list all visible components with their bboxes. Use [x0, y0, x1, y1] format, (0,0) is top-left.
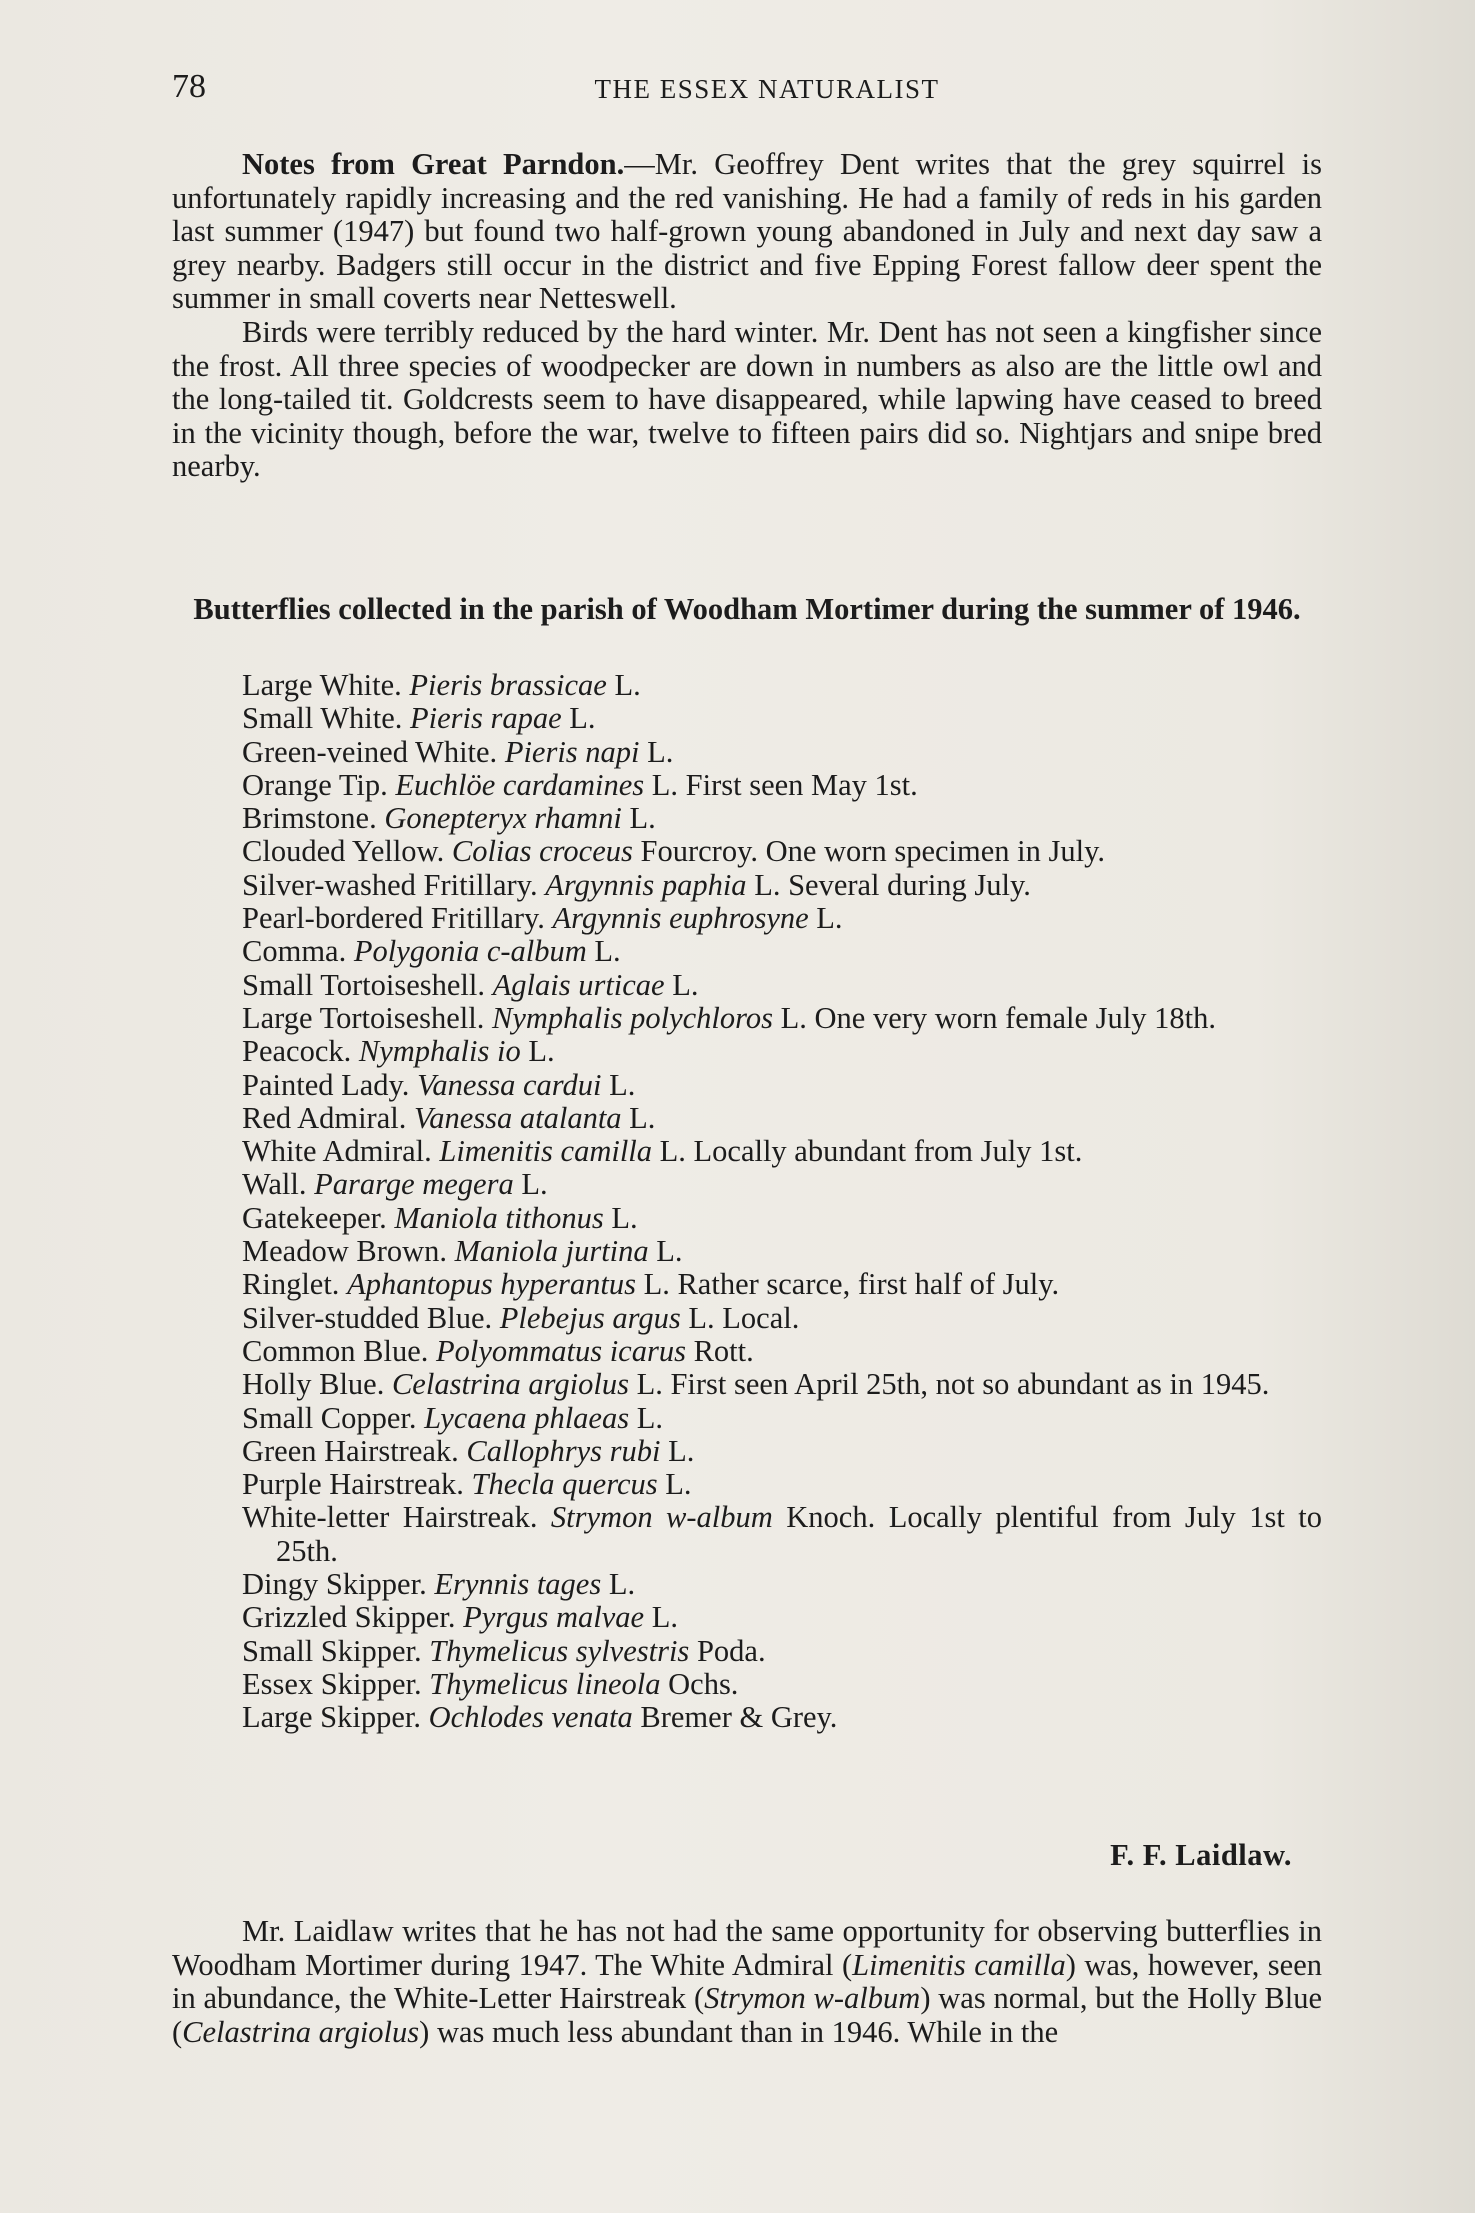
butterfly-latin-name: Pyrgus malvae [463, 1600, 645, 1635]
page-number: 78 [172, 68, 206, 105]
butterfly-authority: L. [528, 1034, 555, 1069]
butterfly-authority: L. [688, 1300, 715, 1335]
butterfly-note: Rather scarce, first half of July. [677, 1267, 1060, 1302]
butterfly-authority: L. [668, 1433, 695, 1468]
butterfly-latin-name: Callophrys rubi [466, 1433, 661, 1468]
butterfly-common-name: Small White. [242, 701, 403, 736]
butterfly-entry [242, 1601, 1322, 1634]
butterfly-common-name: Holly Blue. [242, 1367, 385, 1402]
butterfly-entry [242, 1668, 1322, 1701]
butterfly-common-name: Green-veined White. [242, 734, 498, 769]
butterfly-authority: L. [656, 1234, 683, 1269]
butterfly-common-name: Grizzled Skipper. [242, 1600, 456, 1635]
butterfly-authority: L. [594, 934, 621, 969]
butterfly-latin-name: Vanessa atalanta [413, 1100, 622, 1135]
butterfly-latin-name: Pararge megera [314, 1167, 514, 1202]
butterfly-entry [242, 1501, 1322, 1568]
butterfly-latin-name: Gonepteryx rhamni [384, 801, 622, 836]
followup-section [172, 1915, 1322, 2049]
butterfly-latin-name: Strymon w-album [550, 1500, 773, 1535]
followup-text-1: Mr. Laidlaw writes that he has not had the same opportunity for observing butterflies in Woodham Mortimer during 1947. The White Admiral ( [172, 1914, 1322, 1982]
butterfly-latin-name: Colias croceus [451, 834, 633, 869]
followup-text-3: ) was normal, but the Holly Blue ( [172, 1981, 1322, 2049]
butterfly-common-name: Large Tortoiseshell. [242, 1000, 485, 1035]
butterfly-authority: L. [614, 668, 641, 702]
butterfly-common-name: Gatekeeper. [242, 1200, 387, 1235]
butterfly-entry [242, 736, 1322, 769]
butterfly-entry [242, 769, 1322, 802]
butterfly-latin-name: Thymelicus sylvestris [429, 1633, 690, 1668]
butterfly-authority: L. [521, 1167, 548, 1202]
butterfly-authority: L. [651, 767, 679, 802]
butterfly-common-name: White-letter Hairstreak. [242, 1500, 538, 1535]
butterfly-entry [242, 969, 1322, 1002]
butterfly-note: First seen April 25th, not so abundant as in 1945. [670, 1367, 1270, 1402]
butterfly-entry [242, 902, 1322, 935]
butterfly-common-name: Brimstone. [242, 801, 377, 836]
butterfly-entry [242, 702, 1322, 735]
butterfly-entry [242, 1135, 1322, 1168]
butterfly-authority: L. [659, 1134, 686, 1169]
butterfly-latin-name: Argynnis paphia [545, 867, 747, 902]
butterfly-entry [242, 1635, 1322, 1668]
butterfly-entry [242, 1102, 1322, 1135]
butterfly-latin-name: Nymphalis polychloros [492, 1000, 773, 1035]
butterfly-entry [242, 1168, 1322, 1201]
butterfly-note: One very worn female July 18th. [814, 1000, 1216, 1035]
butterfly-authority: L. [636, 1400, 663, 1435]
butterfly-common-name: White Admiral. [242, 1134, 432, 1169]
butterfly-note: Several during July. [788, 867, 1031, 902]
butterfly-authority: L. [651, 1600, 678, 1635]
butterfly-entry [242, 1035, 1322, 1068]
butterfly-entry [242, 1069, 1322, 1102]
butterfly-authority: L. [754, 867, 781, 902]
butterfly-authority: L. [643, 1267, 670, 1302]
butterfly-latin-name: Aglais urticae [492, 967, 665, 1002]
butterfly-entry [242, 1235, 1322, 1268]
butterfly-note: First seen May 1st. [685, 767, 918, 802]
butterfly-authority: Poda. [696, 1633, 766, 1668]
notes-paragraph-2: Birds were terribly reduced by the hard winter. Mr. Dent has not seen a kingfisher since the frost. All three species of woodpecker are down in numbers as also are the little owl and the long-tailed tit. Goldcrests seem to have disappeared, while lapwing have ceased to breed in the vicinity though, before the war, twelve to fifteen pairs did so. Nightjars and snipe bred nearby. [172, 314, 1322, 484]
butterfly-common-name: Comma. [242, 934, 347, 969]
butterfly-latin-name: Celastrina argiolus [391, 1367, 629, 1402]
butterfly-authority: L. [636, 1367, 663, 1402]
butterfly-authority: Bremer & Grey. [640, 1700, 838, 1735]
butterfly-authority: Ochs. [668, 1666, 739, 1701]
butterfly-note: One worn specimen in July. [765, 834, 1105, 869]
butterfly-common-name: Large White. [242, 668, 402, 702]
butterfly-entry [242, 1568, 1322, 1601]
butterfly-common-name: Peacock. [242, 1034, 352, 1069]
butterfly-latin-name: Ochlodes venata [428, 1700, 633, 1735]
butterfly-authority: L. [629, 1100, 656, 1135]
page-header [172, 68, 1322, 108]
notes-heading: Notes from Great Parndon. [242, 147, 625, 181]
butterfly-authority: L. [609, 1067, 636, 1102]
butterfly-latin-name: Argynnis euphrosyne [552, 901, 809, 936]
butterfly-authority: L. [569, 701, 596, 736]
butterfly-latin-name: Maniola tithonus [394, 1200, 604, 1235]
butterfly-authority: L. [611, 1200, 638, 1235]
butterfly-authority: L. [608, 1567, 636, 1602]
butterfly-common-name: Painted Lady. [242, 1067, 410, 1102]
followup-species-2: Strymon w-album [704, 1981, 921, 2016]
followup-species-3: Celastrina argiolus [182, 2014, 420, 2049]
notes-paragraph-1 [172, 148, 1322, 316]
butterfly-latin-name: Lycaena phlaeas [424, 1400, 630, 1435]
butterfly-latin-name: Thecla quercus [471, 1467, 658, 1502]
butterfly-latin-name: Euchlöe cardamines [395, 767, 645, 802]
butterfly-common-name: Small Copper. [242, 1400, 417, 1435]
butterfly-common-name: Green Hairstreak. [242, 1433, 459, 1468]
notes-paragraph-1-text: —Mr. Geoffrey Dent writes that the grey squirrel is unfortunately rapidly increasing and the red vanishing. He had a family of reds in his garden last summer (1947) but found two half-grown young abandoned in July and next day saw a grey nearby. Badgers still occur in the district and five Epping Forest fallow deer spent the summer in small coverts near Netteswell. [172, 147, 1322, 316]
butterfly-common-name: Pearl-bordered Fritillary. [242, 901, 545, 936]
butterfly-authority: Knoch. [786, 1500, 876, 1535]
butterfly-latin-name: Erynnis tages [434, 1567, 602, 1602]
butterfly-latin-name: Pieris brassicae [409, 668, 607, 702]
butterfly-authority: L. [816, 901, 843, 936]
butterfly-latin-name: Pieris rapae [410, 701, 562, 736]
butterfly-entry [242, 1202, 1322, 1235]
butterfly-common-name: Dingy Skipper. [242, 1567, 427, 1602]
butterfly-authority: L. [780, 1000, 807, 1035]
butterfly-latin-name: Limenitis camilla [439, 1134, 653, 1169]
butterfly-entry [242, 1002, 1322, 1035]
butterfly-common-name: Ringlet. [242, 1267, 340, 1302]
butterfly-common-name: Silver-washed Fritillary. [242, 867, 538, 902]
butterfly-entry [242, 935, 1322, 968]
butterfly-common-name: Wall. [242, 1167, 307, 1202]
butterfly-authority: Fourcroy. [640, 834, 758, 869]
butterfly-latin-name: Thymelicus lineola [429, 1666, 661, 1701]
butterfly-latin-name: Nymphalis io [358, 1034, 521, 1069]
butterfly-latin-name: Polyommatus icarus [436, 1333, 686, 1368]
butterfly-entry [242, 1435, 1322, 1468]
butterfly-entry [242, 835, 1322, 868]
butterfly-common-name: Small Tortoiseshell. [242, 967, 485, 1002]
butterfly-common-name: Purple Hairstreak. [242, 1467, 464, 1502]
butterfly-common-name: Orange Tip. [242, 767, 388, 802]
followup-text-2: ) was, however, seen in abundance, the White-Letter Hairstreak ( [172, 1947, 1323, 2016]
butterfly-latin-name: Vanessa cardui [417, 1067, 602, 1102]
butterfly-latin-name: Maniola jurtina [454, 1234, 649, 1269]
butterfly-entry [242, 1268, 1322, 1301]
butterfly-common-name: Large Skipper. [242, 1700, 422, 1735]
butterfly-latin-name: Polygonia c-album [353, 934, 587, 969]
butterfly-latin-name: Pieris napi [504, 734, 640, 769]
butterfly-note: Local. [722, 1300, 800, 1335]
great-parndon-notes [172, 148, 1322, 484]
butterfly-authority: L. [647, 734, 674, 769]
butterfly-note: Locally abundant from July 1st. [693, 1134, 1083, 1169]
followup-text-4: ) was much less abundant than in 1946. While in the [419, 2014, 1059, 2049]
butterfly-entry [242, 1402, 1322, 1435]
butterfly-entry [242, 1302, 1322, 1335]
butterfly-entry [242, 669, 1322, 702]
butterfly-common-name: Clouded Yellow. [242, 834, 445, 869]
butterfly-latin-name: Plebejus argus [499, 1300, 681, 1335]
butterfly-entry [242, 1368, 1322, 1401]
author-signature: F. F. Laidlaw. [1110, 1838, 1292, 1872]
butterfly-common-name: Essex Skipper. [242, 1666, 422, 1701]
butterfly-latin-name: Aphantopus hyperantus [347, 1267, 636, 1302]
butterfly-common-name: Small Skipper. [242, 1633, 422, 1668]
butterfly-authority: Rott. [693, 1333, 754, 1368]
followup-species-1: Limenitis camilla [852, 1947, 1066, 1982]
butterfly-common-name: Red Admiral. [242, 1100, 407, 1135]
butterfly-common-name: Meadow Brown. [242, 1234, 447, 1269]
butterflies-heading: Butterflies collected in the parish of Woodham Mortimer during the summer of 1946. [193, 592, 1301, 626]
running-title: THE ESSEX NATURALIST [594, 74, 940, 104]
butterfly-authority: L. [672, 967, 699, 1002]
butterfly-entry [242, 802, 1322, 835]
butterfly-entry [242, 869, 1322, 902]
butterfly-entry [242, 1701, 1322, 1734]
butterfly-common-name: Silver-studded Blue. [242, 1300, 493, 1335]
butterfly-entry [242, 1335, 1322, 1368]
followup-paragraph [172, 1915, 1322, 2049]
butterfly-note: Locally plentiful from July 1st to 25th. [276, 1500, 1322, 1568]
butterfly-entry [242, 1468, 1322, 1501]
butterfly-list [242, 669, 1322, 1735]
butterfly-authority: L. [665, 1467, 692, 1502]
butterfly-common-name: Common Blue. [242, 1333, 429, 1368]
butterfly-authority: L. [629, 801, 656, 836]
